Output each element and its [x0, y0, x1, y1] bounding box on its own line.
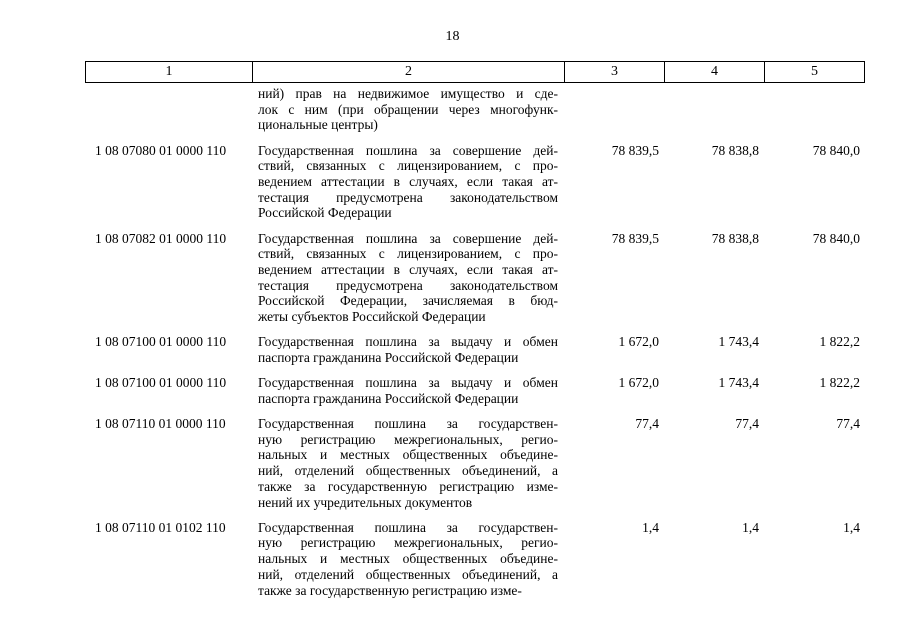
revenue-name: [258, 416, 558, 510]
value-col-5: 78 840,0: [812, 230, 860, 246]
budget-classification-code: 1 08 07100 01 0000 110: [95, 375, 227, 391]
revenue-name-line: тестация предусмотрена законодательством: [258, 189, 558, 205]
revenue-name-line: ствий, связанных с лицензированием, с про-: [258, 158, 558, 174]
revenue-name: [258, 520, 558, 598]
table-row: [85, 416, 864, 510]
revenue-name-line: лок с ним (при обращении через многофунк-: [258, 101, 558, 117]
revenue-name-line: также за государственную регистрацию изме-: [258, 582, 522, 598]
header-col-1: 1: [86, 62, 253, 83]
header-col-2: 2: [253, 62, 565, 83]
revenue-name-line: ную регистрацию межрегиональных, регио-: [258, 535, 558, 551]
table-row: [85, 334, 864, 365]
revenue-name: [258, 86, 558, 133]
value-col-3: 1 672,0: [618, 375, 659, 391]
revenue-name-line: также за государственную регистрацию изме-: [258, 478, 558, 494]
revenue-name: [258, 375, 558, 406]
revenue-name-line: Российской Федерации, зачисляемая в бюд-: [258, 293, 558, 309]
revenue-name-line: ний, отделений общественных объединений, а: [258, 566, 558, 582]
value-col-3: 1 672,0: [618, 334, 659, 350]
budget-classification-code: 1 08 07110 01 0000 110: [95, 416, 226, 432]
revenue-name-line: нальных и местных общественных объедине-: [258, 551, 558, 567]
table-body: [85, 86, 864, 598]
budget-classification-code: 1 08 07110 01 0102 110: [95, 519, 226, 535]
revenue-name-line: жеты субъектов Российской Федерации: [258, 309, 486, 325]
value-col-5: 78 840,0: [812, 142, 860, 158]
budget-classification-code: 1 08 07100 01 0000 110: [95, 334, 227, 350]
revenue-name-line: Российской Федерации: [258, 205, 392, 221]
revenue-name-line: нальных и местных общественных объедине-: [258, 447, 558, 463]
revenue-name-line: циональные центры): [258, 117, 378, 133]
revenue-name-line: тестация предусмотрена законодательством: [258, 277, 558, 293]
value-col-5: 1 822,2: [819, 375, 860, 391]
budget-classification-code: 1 08 07082 01 0000 110: [95, 230, 227, 246]
value-col-4: 1,4: [742, 519, 759, 535]
value-col-4: 78 838,8: [711, 142, 759, 158]
revenue-name-line: ний, отделений общественных объединений, а: [258, 463, 558, 479]
table-row: [85, 520, 864, 599]
revenue-name-line: нений их учредительных документов: [258, 494, 473, 510]
value-col-4: 78 838,8: [711, 230, 759, 246]
header-col-5: 5: [765, 62, 865, 83]
value-col-5: 77,4: [836, 416, 860, 432]
revenue-name-line: Государственная пошлина за государствен-: [258, 519, 558, 535]
page-number: 18: [445, 29, 460, 44]
revenue-name: [258, 334, 558, 365]
revenue-name-line: паспорта гражданина Российской Федерации: [258, 349, 519, 365]
revenue-name-line: ведением аттестации в случаях, если такая ат-: [258, 261, 558, 277]
value-col-5: 1,4: [843, 519, 860, 535]
budget-classification-code: 1 08 07080 01 0000 110: [95, 142, 227, 158]
revenue-name-line: Государственная пошлина за выдачу и обмен: [258, 375, 558, 391]
table-row: [85, 375, 864, 406]
table-row: [85, 143, 864, 222]
revenue-name-line: ний) прав на недвижимое имущество и сде-: [258, 86, 558, 101]
revenue-name: [258, 143, 558, 221]
revenue-name-line: ствий, связанных с лицензированием, с про-: [258, 246, 558, 262]
revenue-name-line: Государственная пошлина за государствен-: [258, 416, 558, 432]
revenue-name-line: ную регистрацию межрегиональных, регио-: [258, 431, 558, 447]
column-number-header: [85, 61, 865, 83]
revenue-name-line: Государственная пошлина за совершение дей-: [258, 142, 558, 158]
value-col-5: 1 822,2: [819, 334, 860, 350]
value-col-4: 1 743,4: [718, 334, 759, 350]
value-col-3: 78 839,5: [611, 230, 659, 246]
revenue-name-line: Государственная пошлина за совершение дей-: [258, 230, 558, 246]
header-col-4: 4: [665, 62, 765, 83]
table-row: [85, 86, 864, 133]
revenue-name-line: ведением аттестации в случаях, если такая ат-: [258, 173, 558, 189]
value-col-4: 77,4: [735, 416, 759, 432]
value-col-3: 78 839,5: [611, 142, 659, 158]
value-col-3: 77,4: [635, 416, 659, 432]
revenue-name: [258, 231, 558, 325]
table-row: [85, 231, 864, 325]
revenue-name-line: паспорта гражданина Российской Федерации: [258, 390, 519, 406]
header-col-3: 3: [565, 62, 665, 83]
revenue-name-line: Государственная пошлина за выдачу и обмен: [258, 334, 558, 350]
value-col-3: 1,4: [642, 519, 659, 535]
value-col-4: 1 743,4: [718, 375, 759, 391]
header-row: [86, 62, 865, 83]
